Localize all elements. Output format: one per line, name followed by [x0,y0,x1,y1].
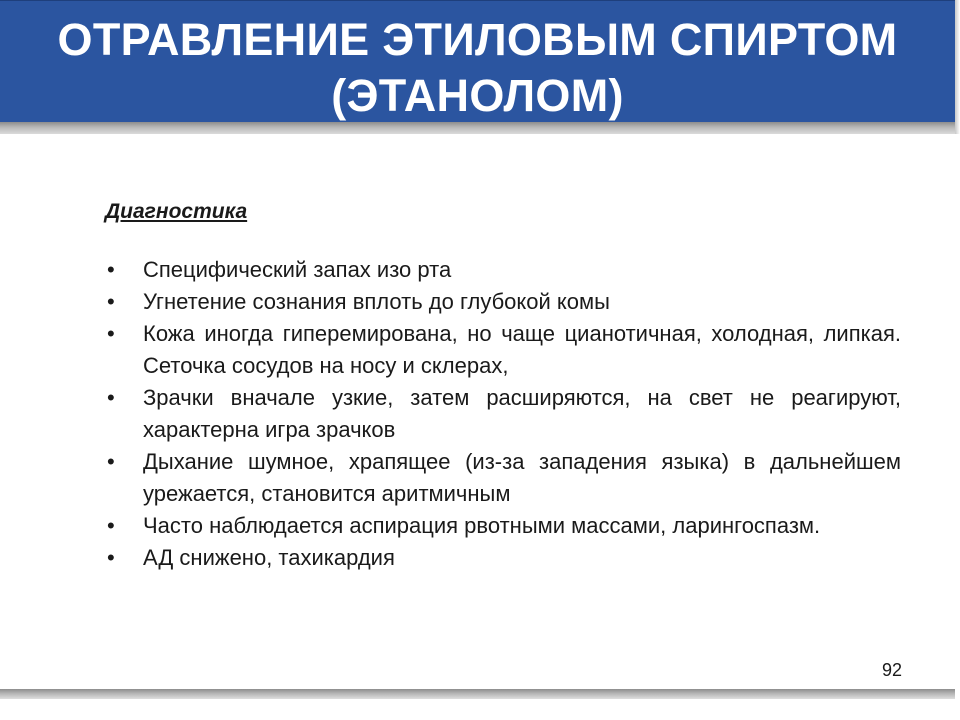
bullet-icon: • [107,545,115,570]
bullet-list [105,254,901,574]
bullet-icon: • [107,289,115,314]
bottom-divider [0,689,955,699]
bullet-icon: • [107,385,115,410]
list-item [105,382,901,446]
list-item-text: АД снижено, тахикардия [143,545,395,570]
slide-title-line-2: (ЭТАНОЛОМ) [331,70,624,121]
slide-body [105,196,901,574]
list-item-text: Дыхание шумное, храпящее (из-за западения языка) в дальнейшем урежается, становится аритмичным [143,449,901,506]
bullet-icon: • [107,257,115,282]
list-item [105,254,901,286]
list-item-text: Зрачки вначале узкие, затем расширяются, на свет не реагируют, характерна игра зрачков [143,385,901,442]
list-item [105,286,901,318]
list-item-text: Угнетение сознания вплоть до глубокой комы [143,289,610,314]
bullet-icon: • [107,513,115,538]
list-item-text: Кожа иногда гиперемирована, но чаще цианотичная, холодная, липкая. Сеточка сосудов на носу и склерах, [143,321,901,378]
list-item [105,446,901,510]
section-heading: Диагностика [105,200,248,223]
list-item [105,318,901,382]
bullet-icon: • [107,449,115,474]
list-item-text: Специфический запах изо рта [143,257,452,282]
list-item-text: Часто наблюдается аспирация рвотными массами, ларингоспазм. [143,513,821,538]
bullet-icon: • [107,321,115,346]
slide-title [0,12,955,124]
bottom-margin [0,699,955,720]
title-bar-shadow [955,0,960,134]
list-item [105,542,901,574]
list-item [105,510,901,542]
page-number: 92 [881,660,902,680]
title-bar [0,0,955,122]
slide-title-line-1: ОТРАВЛЕНИЕ ЭТИЛОВЫМ СПИРТОМ [57,14,898,65]
top-divider [0,122,955,134]
